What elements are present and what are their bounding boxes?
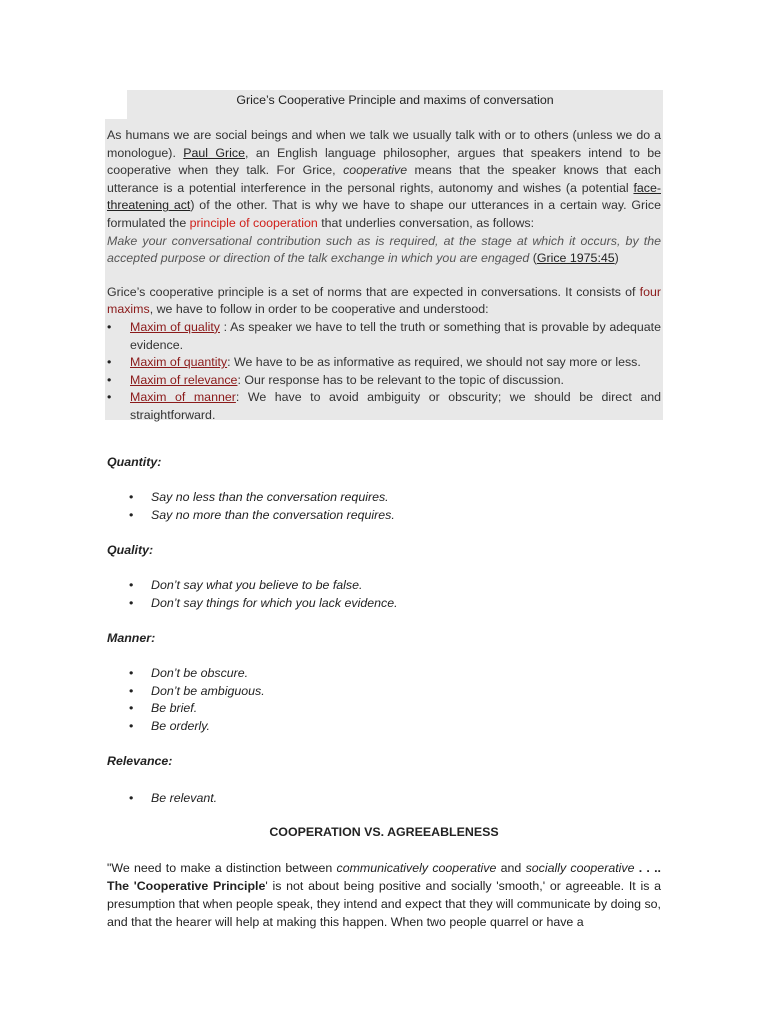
quality-rules-list	[107, 577, 398, 612]
summary-box	[107, 127, 661, 425]
principle-of-cooperation-highlight: principle of cooperation	[189, 215, 318, 230]
principle-quote: Make your conversational contribution such as is required, at the stage at which it occurs, by the accepted purpose or direction of the talk exchange in which you are engaged (Grice 1975:45)	[107, 233, 661, 266]
face-threatening-act-link[interactable]: face-threatening act	[107, 180, 661, 213]
section-heading-quantity: Quantity:	[107, 455, 162, 469]
paul-grice-link[interactable]: Paul Grice	[183, 145, 246, 160]
closing-paragraph: "We need to make a distinction between communicatively cooperative and socially cooperative . . .. The 'Cooperative Principle' is not about being positive and socially 'smooth,' or agreeable. It is a presumption that when people speak, they intend and expect that they will communicate by doing so, and that the hearer will help at making this happen. When two people quarrel or have a	[107, 861, 661, 929]
list-item: • Don’t be ambiguous.	[107, 683, 265, 701]
maxims-list	[107, 319, 661, 425]
paragraph-spacer	[107, 268, 661, 284]
list-item: • Say no less than the conversation requires.	[107, 489, 395, 507]
cooperation-heading: COOPERATION VS. AGREEABLENESS	[269, 825, 499, 839]
section-heading-manner: Manner:	[107, 631, 156, 645]
maxims-intro-paragraph: Grice’s cooperative principle is a set of norms that are expected in conversations. It consists of four maxims, we have to follow in order to be cooperative and understood:	[107, 284, 661, 317]
maxim-item-manner: • Maxim of manner: We have to avoid ambiguity or obscurity; we should be direct and straightforward.	[107, 389, 661, 424]
list-item: • Don’t say things for which you lack evidence.	[107, 595, 398, 613]
four-maxims-highlight: four maxims	[107, 284, 661, 317]
list-item: • Don’t say what you believe to be false.	[107, 577, 398, 595]
quantity-rules-list	[107, 489, 395, 524]
maxim-item-quality: • Maxim of quality : As speaker we have to tell the truth or something that is provable by adequate evidence.	[107, 319, 661, 354]
maxim-manner-link[interactable]: Maxim of manner	[130, 390, 236, 405]
list-item: • Be brief.	[107, 700, 265, 718]
list-item: • Be relevant.	[107, 790, 217, 808]
maxim-item-quantity: • Maxim of quantity: We have to be as informative as required, we should not say more or less.	[107, 354, 661, 372]
list-item: • Be orderly.	[107, 718, 265, 736]
list-item: • Don’t be obscure.	[107, 665, 265, 683]
section-heading-relevance: Relevance:	[107, 754, 173, 768]
manner-rules-list	[107, 665, 265, 735]
maxim-quantity-link[interactable]: Maxim of quantity	[130, 355, 228, 370]
list-item: • Say no more than the conversation requires.	[107, 507, 395, 525]
document-title: Grice’s Cooperative Principle and maxims of conversation	[236, 93, 554, 107]
maxim-relevance-link[interactable]: Maxim of relevance	[130, 372, 238, 387]
maxim-item-relevance: • Maxim of relevance: Our response has to be relevant to the topic of discussion.	[107, 372, 661, 390]
maxim-quality-link[interactable]: Maxim of quality	[130, 319, 220, 334]
relevance-rules-list	[107, 790, 217, 808]
grice-citation-link[interactable]: Grice 1975:45	[536, 251, 615, 266]
section-heading-quality: Quality:	[107, 543, 154, 557]
intro-paragraph: As humans we are social beings and when we talk we usually talk with or to others (unless we do a monologue). Paul Grice, an English language philosopher, argues that speakers intend to be cooperative when they talk. For Grice, cooperative means that the speaker knows that each utterance is a potential interference in the personal rights, autonomy and wishes (a potential face-threatening act) of the other. That is why we have to shape our utterances in a certain way. Grice formulated the principle of cooperation that underlies conversation, as follows:	[107, 128, 661, 230]
